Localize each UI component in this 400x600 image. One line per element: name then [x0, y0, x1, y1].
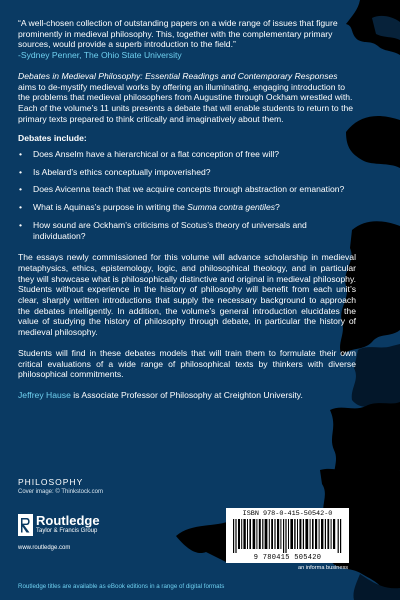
quote-attribution: -Sydney Penner, The Ohio State University	[18, 50, 182, 61]
bullet-icon: •	[19, 219, 23, 230]
barcode-digits: 9 780415 505420	[253, 554, 322, 562]
author-bio	[18, 390, 356, 401]
debate-italic-title: Summa contra gentiles	[187, 202, 276, 213]
book-title: Debates in Medieval Philosophy: Essential Readings and Contemporary Responses	[18, 70, 338, 81]
subject-category: PHILOSOPHY	[18, 477, 84, 487]
ebook-note: Routledge titles are available as eBook editions in a range of digital formats	[18, 583, 225, 590]
debate-text: Does Avicenna teach that we acquire concepts through abstraction or emanation?	[33, 184, 345, 195]
book-description	[18, 71, 356, 125]
routledge-logo-icon	[18, 514, 33, 536]
publisher-group: Taylor & Francis Group	[36, 528, 98, 534]
isbn-barcode	[226, 508, 349, 563]
body-paragraph-1: The essays newly commissioned for this volume will advance scholarship in medieval metaphysics, ethics, epistemology, logic, and philosophical theology, and in particular they will showcase what is philosophically distinctive and original in medieval philosophy. Students without experience in the history of philosophy will benefit from each unit’s clear, sharply written introductions that supply the necessary background to approach the debates intelligently. In addition, the volume’s general introduction elucidates the value of studying the history of philosophy through debate, in particular the history of medieval philosophy.	[18, 252, 356, 338]
bullet-icon: •	[19, 202, 23, 213]
debate-text: How sound are Ockham’s criticisms of Scotus’s theory of universals and individuation?	[33, 219, 307, 241]
informa-tagline: an informa business	[298, 565, 349, 571]
author-name: Jeffrey Hause	[18, 389, 71, 400]
list-item	[18, 184, 356, 195]
cover-text-block	[18, 18, 356, 401]
list-item	[18, 167, 356, 178]
quote-text: “A well-chosen collection of outstanding papers on a wide range of issues that figure prominently in medieval philosophy. This, together with the complementary primary sources, would provide a superb introduction to the field.”	[18, 18, 338, 50]
bullet-icon: •	[19, 166, 23, 177]
debate-text: Is Abelard’s ethics conceptually impoverished?	[33, 166, 211, 177]
publisher-name: Routledge	[36, 513, 100, 528]
publisher-url[interactable]: www.routledge.com	[18, 545, 71, 551]
list-item	[18, 202, 356, 213]
debate-text-end: ?	[275, 202, 280, 213]
bullet-icon: •	[19, 149, 23, 160]
cover-image-credit: Cover image: © Thinkstock.com	[18, 489, 104, 495]
list-item	[18, 220, 356, 241]
debate-text: Does Anselm have a hierarchical or a flat conception of free will?	[33, 149, 280, 160]
debates-list	[18, 149, 356, 241]
debates-heading: Debates include:	[18, 133, 87, 144]
isbn-number: ISBN 978-0-415-50542-0	[242, 510, 333, 518]
body-paragraph-2: Students will find in these debates models that will train them to formulate their own critical evaluations of a wide range of philosophical texts by thinkers with diverse philosophical commitments.	[18, 347, 356, 380]
list-item	[18, 149, 356, 160]
review-quote	[18, 18, 356, 61]
barcode-icon	[233, 519, 342, 553]
bullet-icon: •	[19, 184, 23, 195]
author-bio-text: is Associate Professor of Philosophy at Creighton University.	[70, 389, 303, 400]
description-text: aims to de-mystify medieval works by offering an illuminating, engaging introduction to the problems that medieval philosophers from Augustine through Ockham wrestled with. Each of the volume’s 11 units presents a debate that will enable students to return to the primary texts prepared to think critically and imaginatively about them.	[18, 81, 354, 124]
debate-text: What is Aquinas’s purpose in writing the	[33, 202, 188, 213]
